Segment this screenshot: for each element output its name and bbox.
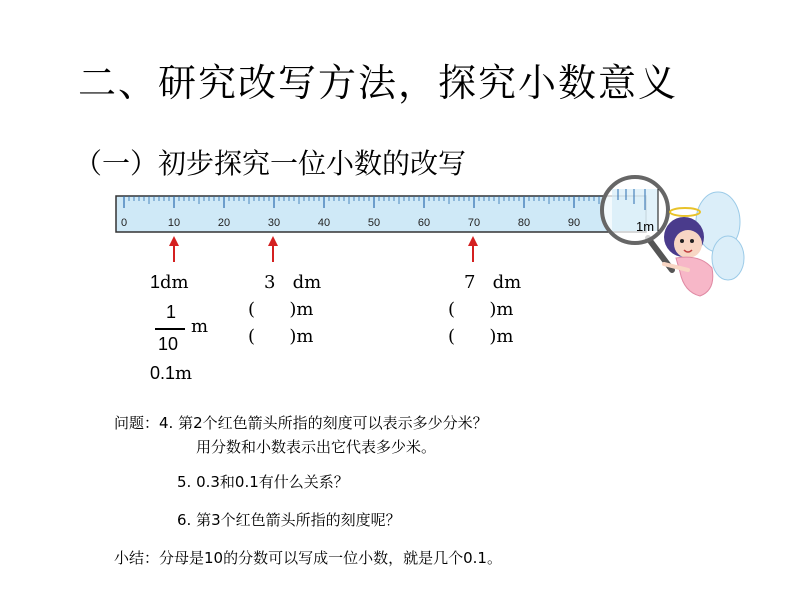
fraction-unit: m	[191, 316, 209, 337]
ruler-tick-label: 70	[467, 217, 481, 229]
ruler-tick-label: 30	[267, 217, 281, 229]
ruler-tick-label: 80	[517, 217, 531, 229]
magnifier-icon	[602, 177, 672, 270]
question-5: 5. 0.3和0.1有什么关系？	[177, 473, 349, 491]
question-6: 6. 第3个红色箭头所指的刻度呢？	[177, 511, 401, 529]
ruler-tick-label: 20	[217, 217, 231, 229]
column-2-blank-2: ( )m	[248, 326, 314, 347]
fraction-numerator: 1	[166, 302, 177, 322]
ruler-tick-label: 60	[417, 217, 431, 229]
red-arrow-3	[468, 236, 478, 262]
dm-number: 1	[150, 272, 161, 292]
column-2-dm: 3 dm	[264, 272, 322, 293]
column-2-blank-1: ( )m	[248, 299, 314, 320]
ruler-tick-label: 0	[120, 217, 128, 229]
ruler-tick-label: 90	[567, 217, 581, 229]
question-4-continued: 用分数和小数表示出它代表多少米。	[196, 438, 437, 456]
page-title: 二、研究改写方法，探究小数意义	[78, 61, 679, 105]
fairy-cartoon-icon	[664, 192, 744, 296]
ruler-tick-label: 40	[317, 217, 331, 229]
fraction-denominator: 10	[158, 334, 179, 354]
ruler-end-label: 1m	[636, 219, 655, 234]
dm-unit: dm	[160, 272, 189, 293]
ruler-tick-label: 10	[167, 217, 181, 229]
decimal-number: 0.1	[150, 363, 176, 383]
section-subtitle: （一）初步探究一位小数的改写	[74, 147, 467, 180]
ruler-body	[116, 196, 646, 232]
question-4: 4. 第2个红色箭头所指的刻度可以表示多少分米？	[159, 414, 488, 432]
red-arrows	[169, 236, 478, 262]
question-block	[114, 412, 488, 433]
fraction-bar	[155, 328, 185, 330]
column-1-decimal	[150, 363, 192, 384]
column-1-dm	[150, 272, 189, 293]
summary: 小结：分母是10的分数可以写成一位小数，就是几个0.1。	[114, 549, 502, 567]
question-label: 问题：	[114, 414, 160, 432]
column-3-blank-2: ( )m	[448, 326, 514, 347]
ruler-tick-label: 50	[367, 217, 381, 229]
column-3-dm: 7 dm	[464, 272, 522, 293]
ruler	[116, 196, 646, 232]
red-arrow-1	[169, 236, 179, 262]
decimal-unit: m	[175, 363, 193, 384]
red-arrow-2	[268, 236, 278, 262]
column-3-blank-1: ( )m	[448, 299, 514, 320]
